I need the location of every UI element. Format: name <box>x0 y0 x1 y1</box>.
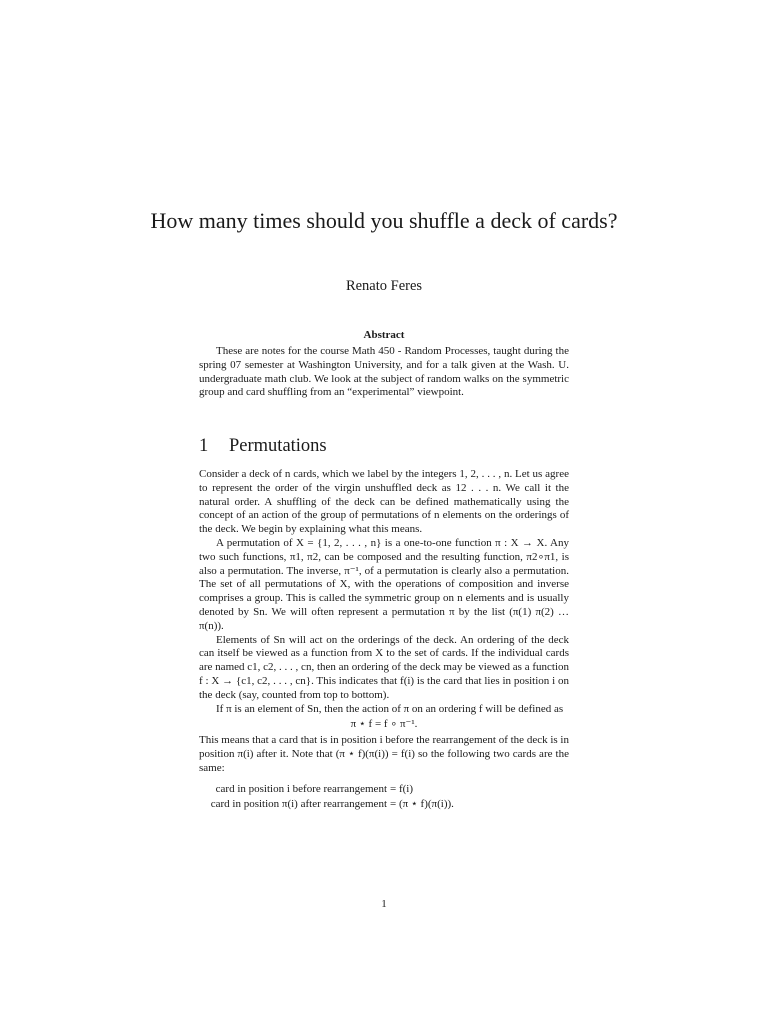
page-number: 1 <box>381 898 387 910</box>
equation-action: π ⋆ f = f ∘ π⁻¹. <box>350 718 418 731</box>
equation-row-2-rhs: = (π ⋆ f)(π(i)). <box>390 797 454 810</box>
section-body <box>199 468 569 812</box>
author-name: Renato Feres <box>345 278 423 294</box>
abstract-heading: Abstract <box>363 329 405 341</box>
paragraph-2: A permutation of X = {1, 2, . . . , n} is a one-to-one function π : X → X. Any two such functions, π1, π2, can be composed and the resulting function, π2∘π1, is also a permutation. The inverse, π⁻¹, of a permutation is clearly also a permutation. The set of all permutations of X, with the operations of composition and inverse comprises a group. This is called the symmetric group on n elements and is usually denoted by Sn. We will often represent a permutation π by the list (π(1) π(2) … π(n)). <box>199 536 569 632</box>
equation-row-1 <box>199 782 569 797</box>
abstract-text: These are notes for the course Math 450 - Random Processes, taught during the spring 07 semester at Washington University, and for a talk given at the Wash. U. undergraduate math club. We look at the subject of random walks on the symmetric group and card shuffling from an “experimental” viewpoint. <box>199 345 569 399</box>
paragraph-1: Consider a deck of n cards, which we label by the integers 1, 2, . . . , n. Let us agree to represent the order of the virgin unshuffled deck as 12 . . . n. We call it the natural order. A shuffling of the deck can be defined mathematically using the concept of an action of the group of permutations of n elements on the orderings of the deck. We begin by explaining what this means. <box>199 468 569 536</box>
equation-cards <box>199 782 569 812</box>
equation-row-2 <box>199 797 569 812</box>
equation-row-1-rhs: = f(i) <box>390 782 413 795</box>
equation-row-2-lhs: card in position π(i) after rearrangement <box>210 797 387 810</box>
section-heading <box>199 436 327 457</box>
paper-title: How many times should you shuffle a deck of cards? <box>150 208 618 233</box>
equation-row-1-lhs: card in position i before rearrangement <box>215 782 387 795</box>
section-title: Permutations <box>229 436 327 456</box>
section-number: 1 <box>199 436 209 456</box>
paragraph-5: This means that a card that is in position i before the rearrangement of the deck is in position π(i) after it. Note that (π ⋆ f)(π(i)) = f(i) so the following two cards are the same: <box>199 734 569 774</box>
paragraph-4: If π is an element of Sn, then the action of π on an ordering f will be defined as <box>216 702 564 715</box>
paragraph-3: Elements of Sn will act on the orderings of the deck. An ordering of the deck can itself be viewed as a function from X to the set of cards. If the individual cards are named c1, c2, . . . , cn, then an ordering of the deck may be viewed as a function f : X → {c1, c2, . . . , cn}. This indicates that f(i) is the card that lies in position i on the deck (say, counted from top to bottom). <box>199 633 569 701</box>
